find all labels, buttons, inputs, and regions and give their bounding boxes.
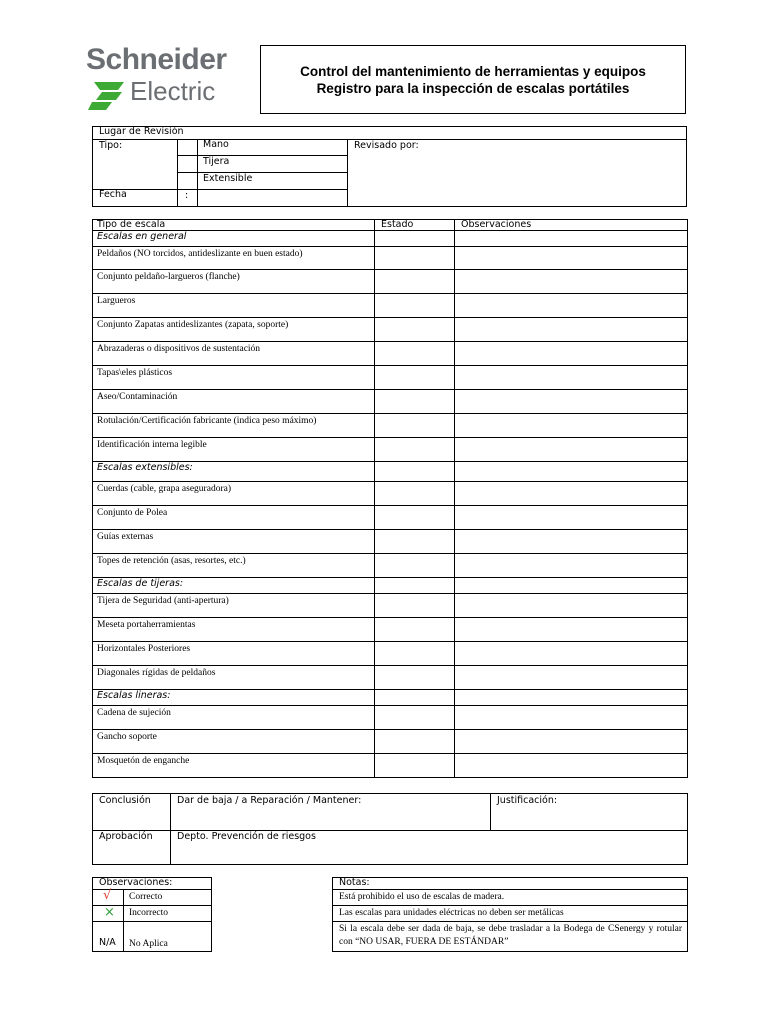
legend-correcto-label: Correcto [129, 892, 163, 902]
estado-cell[interactable] [375, 342, 455, 366]
checklist-row [93, 530, 688, 554]
notas-divider-1 [333, 905, 687, 906]
observaciones-cell[interactable] [455, 690, 688, 706]
tipo-option-extensible: Extensible [203, 173, 253, 184]
legend-title: Observaciones: [99, 877, 173, 888]
estado-cell[interactable] [375, 666, 455, 690]
checklist-row [93, 554, 688, 578]
col-estado: Estado [375, 220, 455, 231]
item-label: Gancho soporte [93, 730, 375, 754]
observaciones-cell[interactable] [455, 482, 688, 506]
info-block [92, 126, 687, 207]
item-label: Conjunto Zapatas antideslizantes (zapata, soporte) [93, 318, 375, 342]
lugar-revision-label: Lugar de Revisión [99, 126, 184, 137]
observaciones-cell[interactable] [455, 594, 688, 618]
observaciones-legend [92, 877, 212, 952]
item-label: Conjunto peldaño-largueros (flanche) [93, 270, 375, 294]
checklist-row [93, 618, 688, 642]
estado-cell[interactable] [375, 482, 455, 506]
item-label: Guías externas [93, 530, 375, 554]
nota-madera: Está prohibido el uso de escalas de madera. [339, 892, 505, 902]
observaciones-cell[interactable] [455, 554, 688, 578]
observaciones-cell[interactable] [455, 730, 688, 754]
item-label: Aseo/Contaminación [93, 390, 375, 414]
estado-cell[interactable] [375, 690, 455, 706]
legend-col-divider [123, 889, 124, 951]
checklist-row [93, 438, 688, 462]
checklist-row [93, 482, 688, 506]
item-label: Identificación interna legible [93, 438, 375, 462]
item-label: Horizontales Posteriores [93, 642, 375, 666]
document-title-box [260, 45, 686, 114]
observaciones-cell[interactable] [455, 666, 688, 690]
observaciones-cell[interactable] [455, 247, 688, 270]
estado-cell[interactable] [375, 438, 455, 462]
checklist-row [93, 754, 688, 778]
estado-cell[interactable] [375, 366, 455, 390]
observaciones-cell[interactable] [455, 294, 688, 318]
observaciones-cell[interactable] [455, 414, 688, 438]
observaciones-cell[interactable] [455, 642, 688, 666]
correcto-check-icon: √ [103, 888, 112, 903]
justificacion-label: Justificación: [497, 795, 558, 806]
tipo-option-tijera: Tijera [203, 156, 230, 167]
estado-cell[interactable] [375, 594, 455, 618]
section-title: Escalas en general [93, 231, 375, 247]
conclusion-block [92, 793, 688, 865]
depto-label: Depto. Prevención de riesgos [177, 831, 316, 842]
observaciones-cell[interactable] [455, 754, 688, 778]
checklist-row [93, 706, 688, 730]
fecha-label: Fecha [99, 189, 127, 200]
observaciones-cell[interactable] [455, 318, 688, 342]
checklist-row [93, 414, 688, 438]
nota-dar-de-baja: Si la escala debe ser dada de baja, se debe trasladar a la Bodega de CSenergy y rotular con “NO USAR, FUERA DE ESTÁNDAR” [339, 924, 682, 947]
estado-cell[interactable] [375, 231, 455, 247]
observaciones-cell[interactable] [455, 618, 688, 642]
incorrecto-cross-icon: × [104, 905, 115, 920]
checklist-row [93, 318, 688, 342]
estado-cell[interactable] [375, 247, 455, 270]
inspection-checklist [92, 219, 688, 778]
col-observaciones: Observaciones [455, 220, 688, 231]
estado-cell[interactable] [375, 414, 455, 438]
estado-cell[interactable] [375, 462, 455, 482]
item-label: Tijera de Seguridad (anti-apertura) [93, 594, 375, 618]
observaciones-cell[interactable] [455, 270, 688, 294]
notas-box [332, 877, 688, 952]
revisado-por-label: Revisado por: [354, 140, 419, 151]
checklist-row [93, 270, 688, 294]
observaciones-cell[interactable] [455, 390, 688, 414]
notas-title: Notas: [339, 877, 370, 888]
checklist-row [93, 294, 688, 318]
checklist-row [93, 390, 688, 414]
conclusion-label: Conclusión [99, 795, 151, 806]
justificacion-col-divider [490, 794, 491, 830]
observaciones-cell[interactable] [455, 530, 688, 554]
notas-divider-0 [333, 889, 687, 890]
decision-label: Dar de baja / a Reparación / Mantener: [177, 795, 362, 806]
checklist-row [93, 366, 688, 390]
fecha-divider [93, 189, 347, 190]
estado-cell[interactable] [375, 754, 455, 778]
section-row [93, 578, 688, 594]
estado-cell[interactable] [375, 506, 455, 530]
observaciones-cell[interactable] [455, 342, 688, 366]
legend-na-symbol: N/A [99, 937, 116, 948]
notas-divider-2 [333, 921, 687, 922]
aprobacion-label: Aprobación [99, 831, 153, 842]
document-title: Control del mantenimiento de herramientas y equipos [300, 64, 646, 79]
observaciones-cell[interactable] [455, 462, 688, 482]
fecha-colon: : [185, 190, 189, 201]
checklist-row [93, 506, 688, 530]
observaciones-cell[interactable] [455, 578, 688, 594]
legend-divider-2 [93, 921, 211, 922]
logo-wordmark-top: Schneider [86, 43, 227, 76]
schneider-mark-icon [88, 78, 128, 110]
checklist-row [93, 247, 688, 270]
tipo-label: Tipo: [99, 140, 123, 151]
observaciones-cell[interactable] [455, 506, 688, 530]
item-label: Diagonales rígidas de peldaños [93, 666, 375, 690]
estado-cell[interactable] [375, 554, 455, 578]
observaciones-cell[interactable] [455, 366, 688, 390]
logo-wordmark-bottom: Electric [130, 76, 216, 106]
section-row [93, 690, 688, 706]
checklist-row [93, 342, 688, 366]
item-label: Cadena de sujeción [93, 706, 375, 730]
estado-cell[interactable] [375, 390, 455, 414]
item-label: Rotulación/Certificación fabricante (indica peso máximo) [93, 414, 375, 438]
section-title: Escalas extensibles: [93, 462, 375, 482]
item-label: Mosquetón de enganche [93, 754, 375, 778]
legend-incorrecto-label: Incorrecto [129, 908, 169, 918]
checklist-row [93, 666, 688, 690]
item-label: Peldaños (NO torcidos, antideslizante en buen estado) [93, 247, 375, 270]
item-label: Abrazaderas o dispositivos de sustentación [93, 342, 375, 366]
observaciones-cell[interactable] [455, 438, 688, 462]
item-label: Tapas\eles plásticos [93, 366, 375, 390]
checklist-row [93, 730, 688, 754]
col-tipo-escala: Tipo de escala [93, 220, 375, 231]
conclusion-col-divider [170, 794, 171, 864]
section-title: Escalas lineras: [93, 690, 375, 706]
section-row [93, 231, 688, 247]
estado-cell[interactable] [375, 318, 455, 342]
estado-cell[interactable] [375, 730, 455, 754]
nota-metalicas: Las escalas para unidades eléctricas no deben ser metálicas [339, 908, 564, 918]
section-row [93, 462, 688, 482]
observaciones-cell[interactable] [455, 706, 688, 730]
item-label: Largueros [93, 294, 375, 318]
estado-cell[interactable] [375, 578, 455, 594]
checklist-row [93, 642, 688, 666]
section-title: Escalas de tijeras: [93, 578, 375, 594]
estado-cell[interactable] [375, 642, 455, 666]
company-logo [86, 44, 246, 108]
observaciones-cell[interactable] [455, 231, 688, 247]
item-label: Cuerdas (cable, grapa aseguradora) [93, 482, 375, 506]
item-label: Meseta portaherramientas [93, 618, 375, 642]
legend-noaplica-label: No Aplica [129, 939, 168, 949]
item-label: Conjunto de Polea [93, 506, 375, 530]
item-label: Topes de retención (asas, resortes, etc.) [93, 554, 375, 578]
tipo-option-mano: Mano [203, 139, 229, 150]
estado-cell[interactable] [375, 618, 455, 642]
revisado-col-divider [347, 139, 348, 206]
document-subtitle: Registro para la inspección de escalas portátiles [316, 81, 630, 96]
estado-cell[interactable] [375, 530, 455, 554]
estado-cell[interactable] [375, 294, 455, 318]
checklist-row [93, 594, 688, 618]
checklist-header-row [93, 220, 688, 231]
estado-cell[interactable] [375, 270, 455, 294]
estado-cell[interactable] [375, 706, 455, 730]
